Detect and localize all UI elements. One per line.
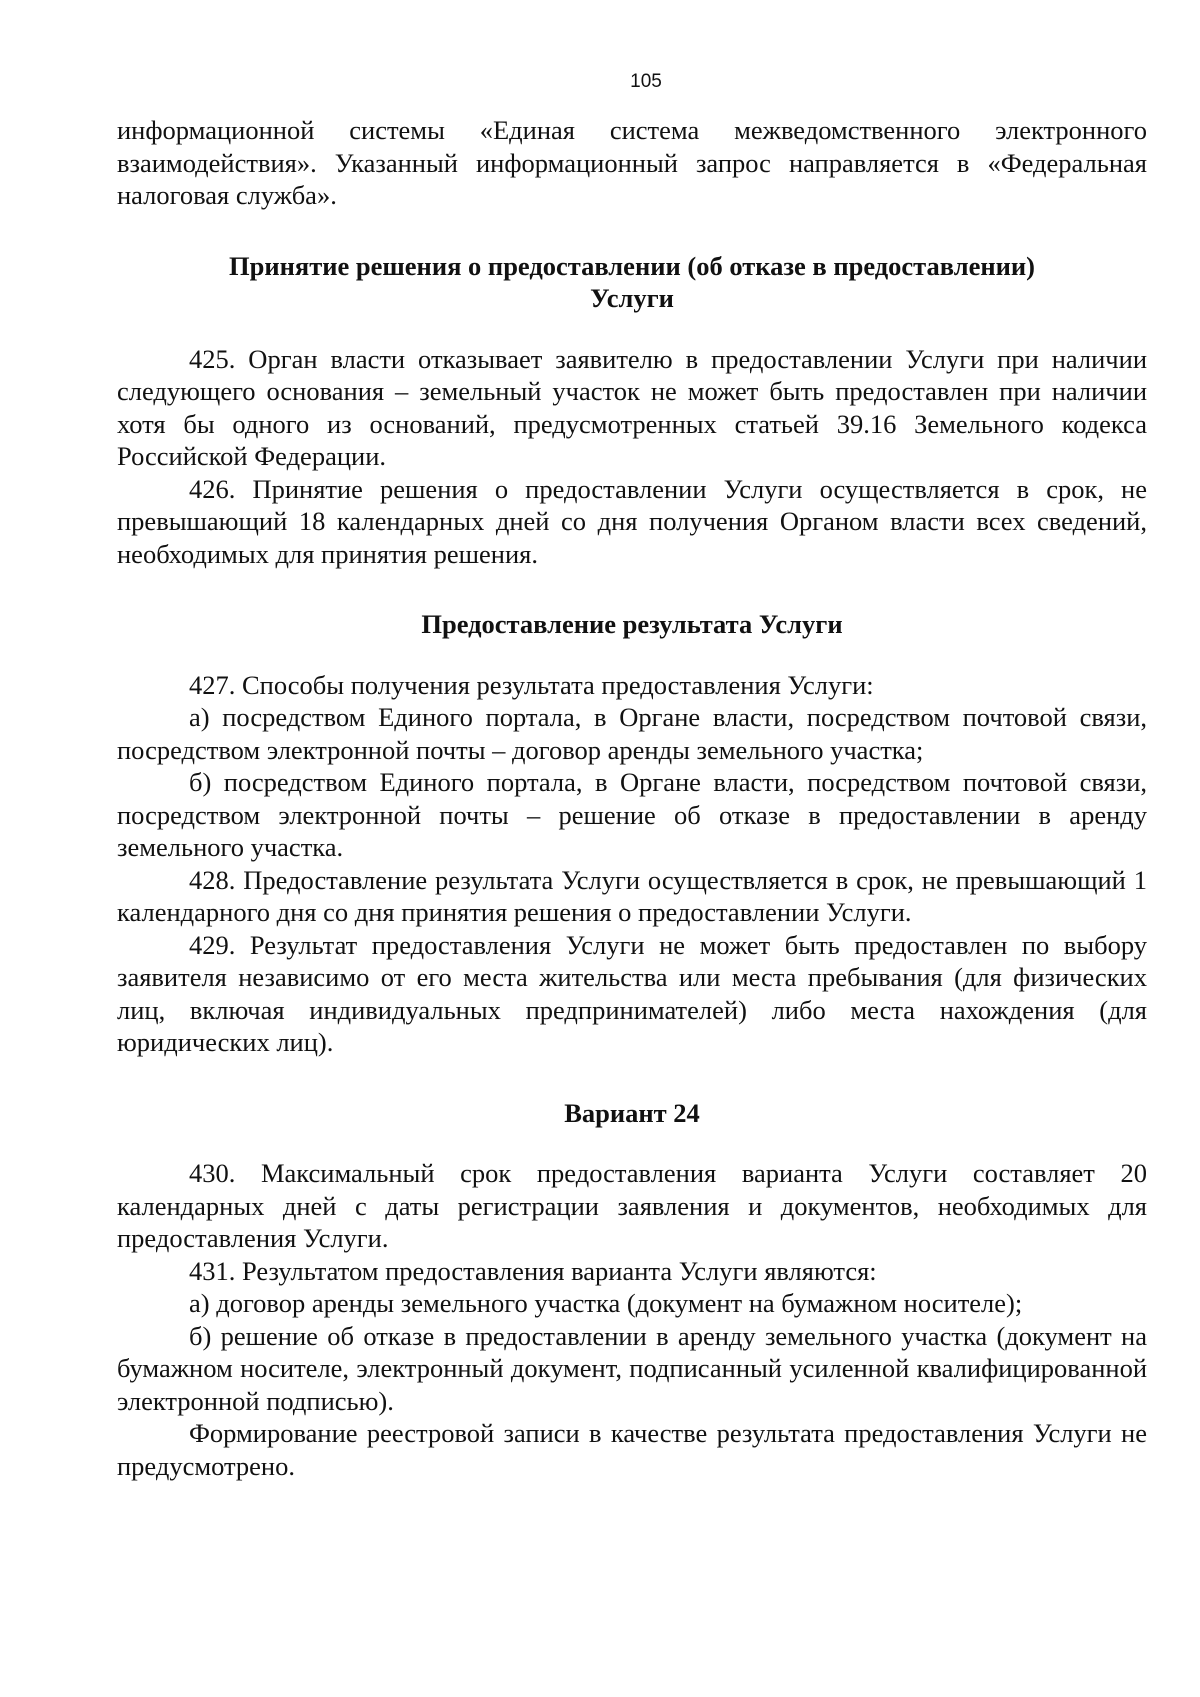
spacer bbox=[117, 1059, 1147, 1097]
spacer bbox=[117, 212, 1147, 250]
spacer bbox=[117, 570, 1147, 608]
paragraph-428: 428. Предоставление результата Услуги осуществляется в срок, не превышающий 1 календарного дня со дня принятия решения о предоставлении Услуги. bbox=[117, 864, 1147, 927]
paragraph-431-a: а) договор аренды земельного участка (документ на бумажном носителе); bbox=[189, 1288, 1023, 1318]
paragraph-425: 425. Орган власти отказывает заявителю в предоставлении Услуги при наличии следующего основания – земельный участок не может быть предоставлен при наличии хотя бы одного из оснований, предусмотренных статьей 39.16 Земельного кодекса Российской Федерации. bbox=[117, 343, 1147, 471]
paragraph-429: 429. Результат предоставления Услуги не может быть предоставлен по выбору заявителя независимо от его места жительства или места пребывания (для физических лиц, включая индивидуальных предпринимателей) либо места нахождения (для юридических лиц). bbox=[117, 929, 1147, 1057]
paragraph-427: 427. Способы получения результата предоставления Услуги: bbox=[189, 669, 874, 700]
paragraph-registry-note: Формирование реестровой записи в качестве результата предоставления Услуги не предусмотрено. bbox=[117, 1418, 1147, 1481]
section-heading-decision bbox=[117, 250, 1147, 315]
intro-paragraph: информационной системы «Единая система межведомственного электронного взаимодействия». Указанный информационный запрос направляется в «Федеральная налоговая служба». bbox=[117, 115, 1147, 210]
section-heading-decision-line2: Услуги bbox=[590, 283, 674, 313]
spacer bbox=[117, 1129, 1147, 1157]
document-page bbox=[117, 70, 1147, 1482]
spacer bbox=[117, 315, 1147, 343]
paragraph-427-a: а) посредством Единого портала, в Органе власти, посредством почтовой связи, посредством электронной почты – договор аренды земельного участка; bbox=[117, 702, 1147, 765]
paragraph-431-b: б) решение об отказе в предоставлении в аренду земельного участка (документ на бумажном носителе, электронный документ, подписанный усиленной квалифицированной электронной подписью). bbox=[117, 1320, 1147, 1416]
paragraph-430: 430. Максимальный срок предоставления варианта Услуги составляет 20 календарных дней с даты регистрации заявления и документов, необходимых для предоставления Услуги. bbox=[117, 1158, 1147, 1253]
section-heading-result: Предоставление результата Услуги bbox=[421, 609, 843, 639]
paragraph-431: 431. Результатом предоставления варианта Услуги являются: bbox=[189, 1255, 877, 1286]
spacer bbox=[117, 641, 1147, 669]
paragraph-427-b: б) посредством Единого портала, в Органе власти, посредством почтовой связи, посредством электронной почты – решение об отказе в предоставлении в аренду земельного участка. bbox=[117, 767, 1147, 862]
page-number: 105 bbox=[630, 71, 662, 92]
section-heading-decision-line1: Принятие решения о предоставлении (об отказе в предоставлении) bbox=[229, 250, 1035, 281]
paragraph-426: 426. Принятие решения о предоставлении Услуги осуществляется в срок, не превышающий 18 календарных дней со дня получения Органом власти всех сведений, необходимых для принятия решения. bbox=[117, 473, 1147, 569]
section-heading-variant-24: Вариант 24 bbox=[564, 1097, 700, 1128]
